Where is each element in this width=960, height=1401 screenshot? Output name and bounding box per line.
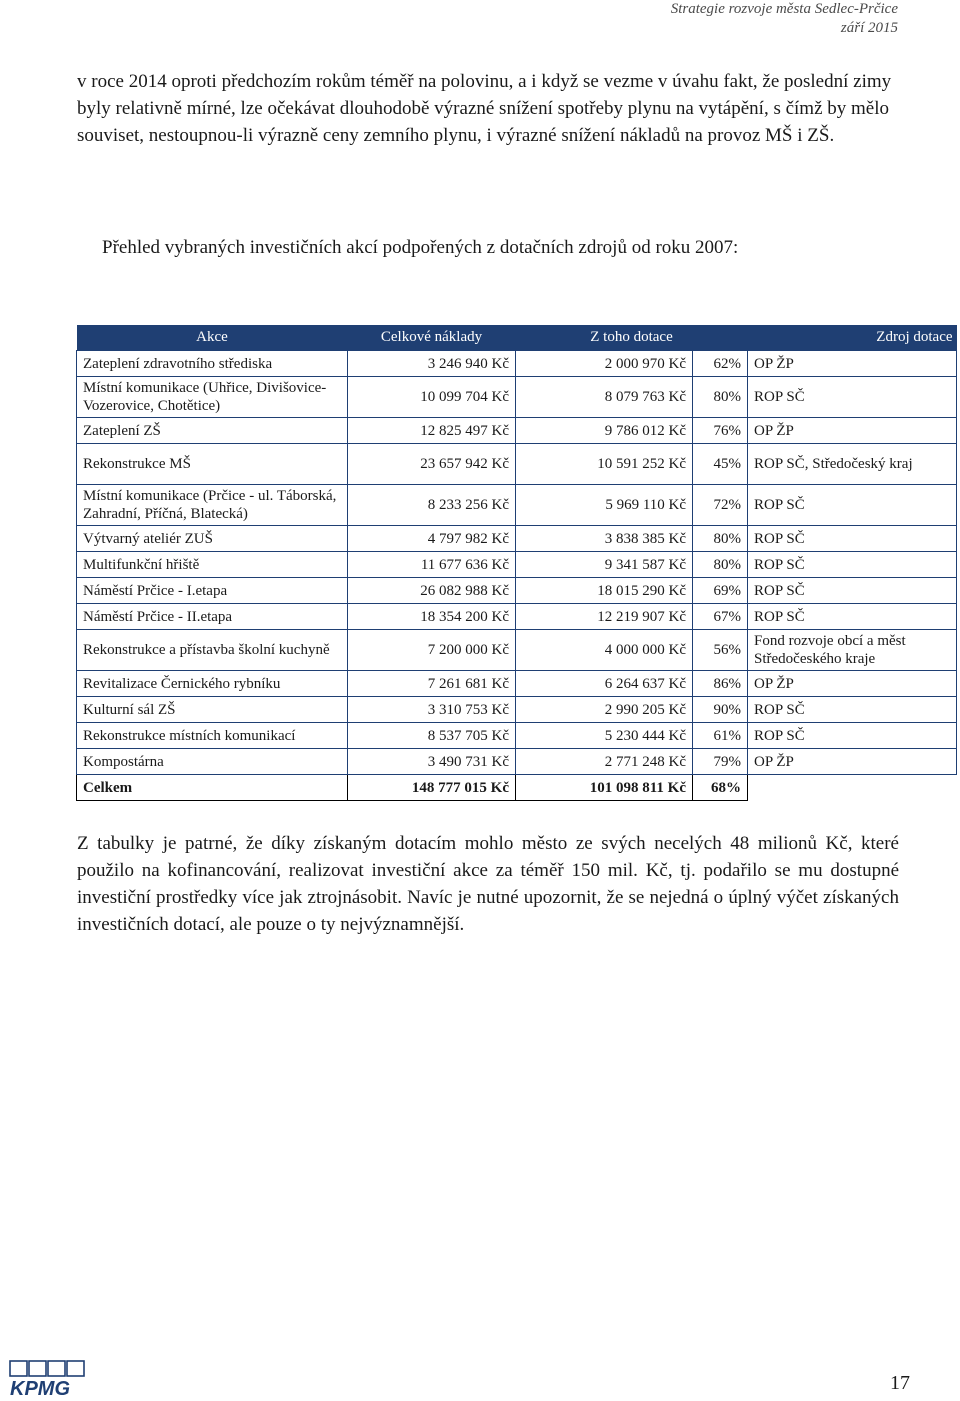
cell-akce: Revitalizace Černického rybníku: [77, 671, 348, 697]
table-row: [77, 723, 957, 749]
cell-naklady: 12 825 497 Kč: [348, 418, 516, 444]
table-row: [77, 578, 957, 604]
page-number: 17: [890, 1372, 910, 1394]
cell-zdroj: ROP SČ: [748, 578, 957, 604]
cell-naklady: 3 310 753 Kč: [348, 697, 516, 723]
conclusion-paragraph: Z tabulky je patrné, že díky získaným dotacím mohlo město ze svých necelých 48 milionů Kč, které použilo na kofinancování, realizovat investiční akce za téměř 150 mil. Kč, tj. podařilo se mu dostupné investiční prostředky více jak ztrojnásobit. Navíc je nutné upozornit, že se nejedná o úplný výčet získaných investičních dotací, ale pouze o ty nejvýznamnější.: [77, 833, 899, 935]
table-row: [77, 485, 957, 526]
cell-podil: 76%: [693, 418, 748, 444]
cell-naklady: 3 490 731 Kč: [348, 749, 516, 775]
cell-podil: 62%: [693, 351, 748, 377]
cell-akce: Rekonstrukce MŠ: [77, 444, 348, 485]
cell-dotace: 4 000 000 Kč: [516, 630, 693, 671]
investment-table: [76, 325, 957, 801]
cell-akce: Náměstí Prčice - II.etapa: [77, 604, 348, 630]
cell-podil: 86%: [693, 671, 748, 697]
table-total-row: [77, 775, 957, 801]
cell-naklady: 3 246 940 Kč: [348, 351, 516, 377]
cell-naklady: 8 233 256 Kč: [348, 485, 516, 526]
table-row: [77, 418, 957, 444]
table-row: [77, 749, 957, 775]
total-label: Celkem: [77, 775, 348, 801]
column-header-akce: Akce: [77, 325, 348, 351]
cell-akce: Rekonstrukce místních komunikací: [77, 723, 348, 749]
cell-dotace: 5 969 110 Kč: [516, 485, 693, 526]
cell-naklady: 18 354 200 Kč: [348, 604, 516, 630]
cell-naklady: 10 099 704 Kč: [348, 377, 516, 418]
cell-naklady: 11 677 636 Kč: [348, 552, 516, 578]
cell-podil: 90%: [693, 697, 748, 723]
document-date: září 2015: [840, 20, 898, 36]
cell-naklady: 23 657 942 Kč: [348, 444, 516, 485]
cell-podil: 79%: [693, 749, 748, 775]
cell-akce: Místní komunikace (Uhřice, Divišovice-Vozerovice, Chotětice): [77, 377, 348, 418]
total-naklady: 148 777 015 Kč: [348, 775, 516, 801]
cell-naklady: 26 082 988 Kč: [348, 578, 516, 604]
cell-dotace: 3 838 385 Kč: [516, 526, 693, 552]
total-podil: 68%: [693, 775, 748, 801]
cell-zdroj: ROP SČ: [748, 552, 957, 578]
cell-zdroj: ROP SČ: [748, 377, 957, 418]
cell-akce: Místní komunikace (Prčice - ul. Táborská, Zahradní, Příčná, Blatecká): [77, 485, 348, 526]
cell-dotace: 12 219 907 Kč: [516, 604, 693, 630]
cell-zdroj: ROP SČ: [748, 526, 957, 552]
table-row: [77, 630, 957, 671]
cell-zdroj: ROP SČ: [748, 604, 957, 630]
cell-dotace: 9 341 587 Kč: [516, 552, 693, 578]
table-header-row: [77, 325, 957, 351]
cell-zdroj: ROP SČ: [748, 697, 957, 723]
table-row: [77, 552, 957, 578]
cell-podil: 45%: [693, 444, 748, 485]
table-row: [77, 444, 957, 485]
column-header-naklady: Celkové náklady: [348, 325, 516, 351]
cell-dotace: 8 079 763 Kč: [516, 377, 693, 418]
table-row: [77, 526, 957, 552]
page-header: [671, 0, 898, 38]
cell-podil: 80%: [693, 552, 748, 578]
cell-akce: Výtvarný ateliér ZUŠ: [77, 526, 348, 552]
cell-zdroj: OP ŽP: [748, 671, 957, 697]
cell-dotace: 2 771 248 Kč: [516, 749, 693, 775]
cell-akce: Zateplení zdravotního střediska: [77, 351, 348, 377]
investment-table-container: [76, 325, 956, 801]
cell-podil: 72%: [693, 485, 748, 526]
cell-dotace: 2 000 970 Kč: [516, 351, 693, 377]
table-row: [77, 377, 957, 418]
cell-akce: Náměstí Prčice - I.etapa: [77, 578, 348, 604]
table-row: [77, 604, 957, 630]
cell-zdroj: Fond rozvoje obcí a měst Středočeského kraje: [748, 630, 957, 671]
cell-naklady: 4 797 982 Kč: [348, 526, 516, 552]
cell-podil: 80%: [693, 526, 748, 552]
cell-zdroj: OP ŽP: [748, 351, 957, 377]
cell-akce: Zateplení ZŠ: [77, 418, 348, 444]
table-row: [77, 697, 957, 723]
cell-akce: Kompostárna: [77, 749, 348, 775]
cell-dotace: 9 786 012 Kč: [516, 418, 693, 444]
cell-zdroj: ROP SČ, Středočeský kraj: [748, 444, 957, 485]
table-caption: Přehled vybraných investičních akcí podpořených z dotačních zdrojů od roku 2007:: [102, 237, 739, 258]
table-row: [77, 351, 957, 377]
cell-naklady: 7 261 681 Kč: [348, 671, 516, 697]
svg-text:KPMG: KPMG: [10, 1378, 70, 1398]
column-header-dotace: Z toho dotace: [516, 325, 748, 351]
kpmg-logo: [8, 1358, 88, 1398]
cell-podil: 80%: [693, 377, 748, 418]
cell-zdroj: ROP SČ: [748, 485, 957, 526]
cell-naklady: 7 200 000 Kč: [348, 630, 516, 671]
cell-zdroj: ROP SČ: [748, 723, 957, 749]
cell-dotace: 6 264 637 Kč: [516, 671, 693, 697]
cell-podil: 69%: [693, 578, 748, 604]
cell-dotace: 2 990 205 Kč: [516, 697, 693, 723]
cell-dotace: 18 015 290 Kč: [516, 578, 693, 604]
column-header-zdroj: Zdroj dotace: [748, 325, 957, 351]
cell-zdroj: OP ŽP: [748, 749, 957, 775]
cell-akce: Rekonstrukce a přístavba školní kuchyně: [77, 630, 348, 671]
cell-akce: Kulturní sál ZŠ: [77, 697, 348, 723]
intro-paragraph: v roce 2014 oproti předchozím rokům téměř na polovinu, a i když se vezme v úvahu fakt, že poslední zimy byly relativně mírné, lze očekávat dlouhodobě výrazné snížení spotřeby plynu na vytápění, s čímž by mělo souviset, nestoupnou-li výrazně ceny zemního plynu, i výrazné snížení nákladů na provoz MŠ i ZŠ.: [77, 71, 892, 146]
cell-zdroj: OP ŽP: [748, 418, 957, 444]
cell-naklady: 8 537 705 Kč: [348, 723, 516, 749]
cell-podil: 61%: [693, 723, 748, 749]
table-row: [77, 671, 957, 697]
cell-akce: Multifunkční hřiště: [77, 552, 348, 578]
cell-dotace: 10 591 252 Kč: [516, 444, 693, 485]
document-title: Strategie rozvoje města Sedlec-Prčice: [670, 1, 898, 17]
total-dotace: 101 098 811 Kč: [516, 775, 693, 801]
cell-podil: 56%: [693, 630, 748, 671]
total-blank-cell: [748, 775, 957, 801]
cell-dotace: 5 230 444 Kč: [516, 723, 693, 749]
cell-podil: 67%: [693, 604, 748, 630]
